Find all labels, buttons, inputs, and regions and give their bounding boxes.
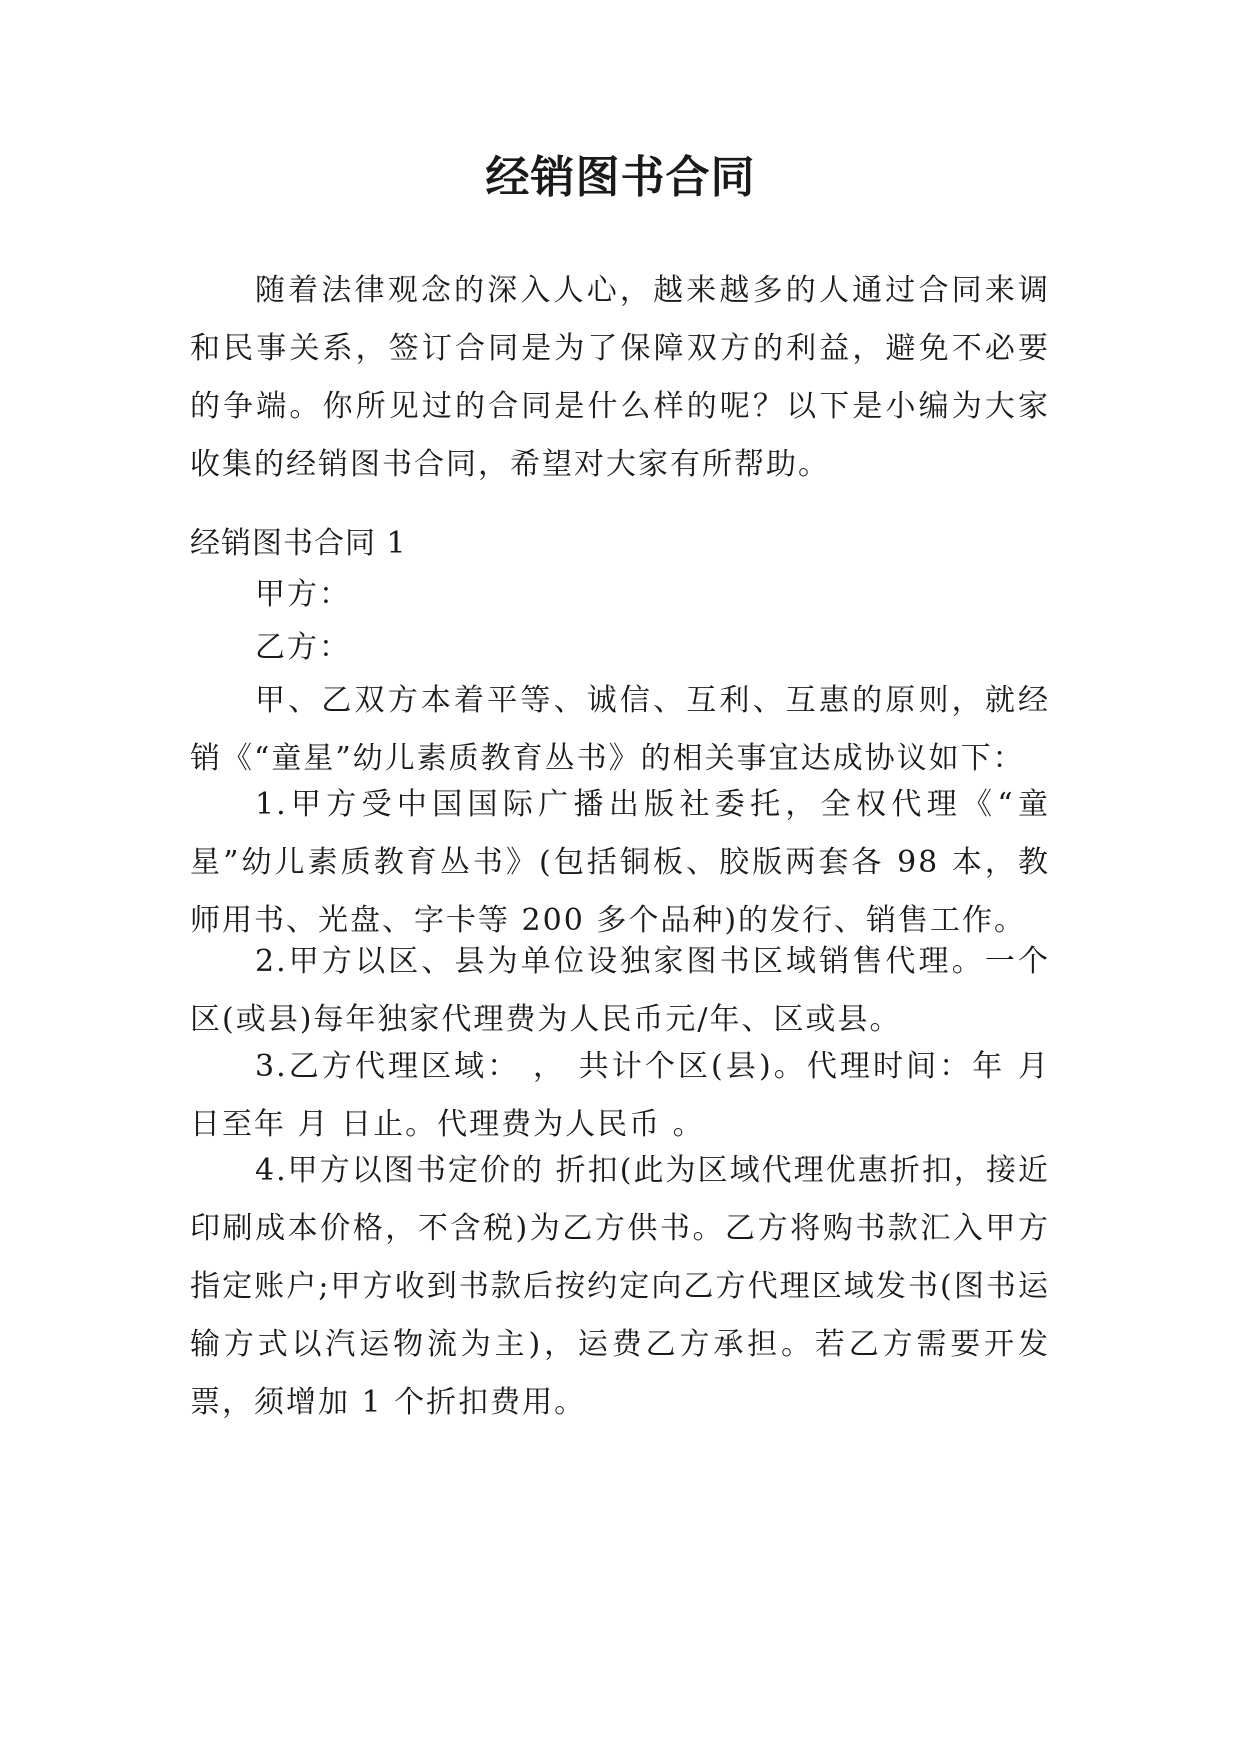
- clause-3: 3.乙方代理区域： ， 共计个区(县)。代理时间：年 月 日至年 月 日止。代理费为人民币 。: [190, 1049, 1050, 1142]
- preamble-paragraph: 甲、乙双方本着平等、诚信、互利、互惠的原则，就经销《“童星”幼儿素质教育丛书》的相关事宜达成协议如下：: [190, 683, 1050, 776]
- intro-paragraph: 随着法律观念的深入人心，越来越多的人通过合同来调和民事关系，签订合同是为了保障双方的利益，避免不必要的争端。你所见过的合同是什么样的呢？以下是小编为大家收集的经销图书合同，希望对大家有所帮助。: [190, 273, 1050, 482]
- clause-4: 4.甲方以图书定价的 折扣(此为区域代理优惠折扣，接近印刷成本价格，不含税)为乙方供书。乙方将购书款汇入甲方指定账户;甲方收到书款后按约定向乙方代理区域发书(图书运输方式以汽运物流为主)，运费乙方承担。若乙方需要开发票，须增加 1 个折扣费用。: [190, 1153, 1050, 1420]
- party-a-label: 甲方：: [255, 577, 351, 612]
- clause-2: 2.甲方以区、县为单位设独家图书区域销售代理。一个区(或县)每年独家代理费为人民币元/年、区或县。: [190, 944, 1050, 1037]
- clause-1: 1.甲方受中国国际广播出版社委托，全权代理《“童星”幼儿素质教育丛书》(包括铜板、胶版两套各 98 本，教师用书、光盘、字卡等 200 多个品种)的发行、销售工作。: [190, 787, 1050, 938]
- party-b-label: 乙方：: [255, 630, 351, 665]
- contract-heading: 经销图书合同 1: [190, 526, 407, 561]
- document-title: 经销图书合同: [485, 152, 756, 203]
